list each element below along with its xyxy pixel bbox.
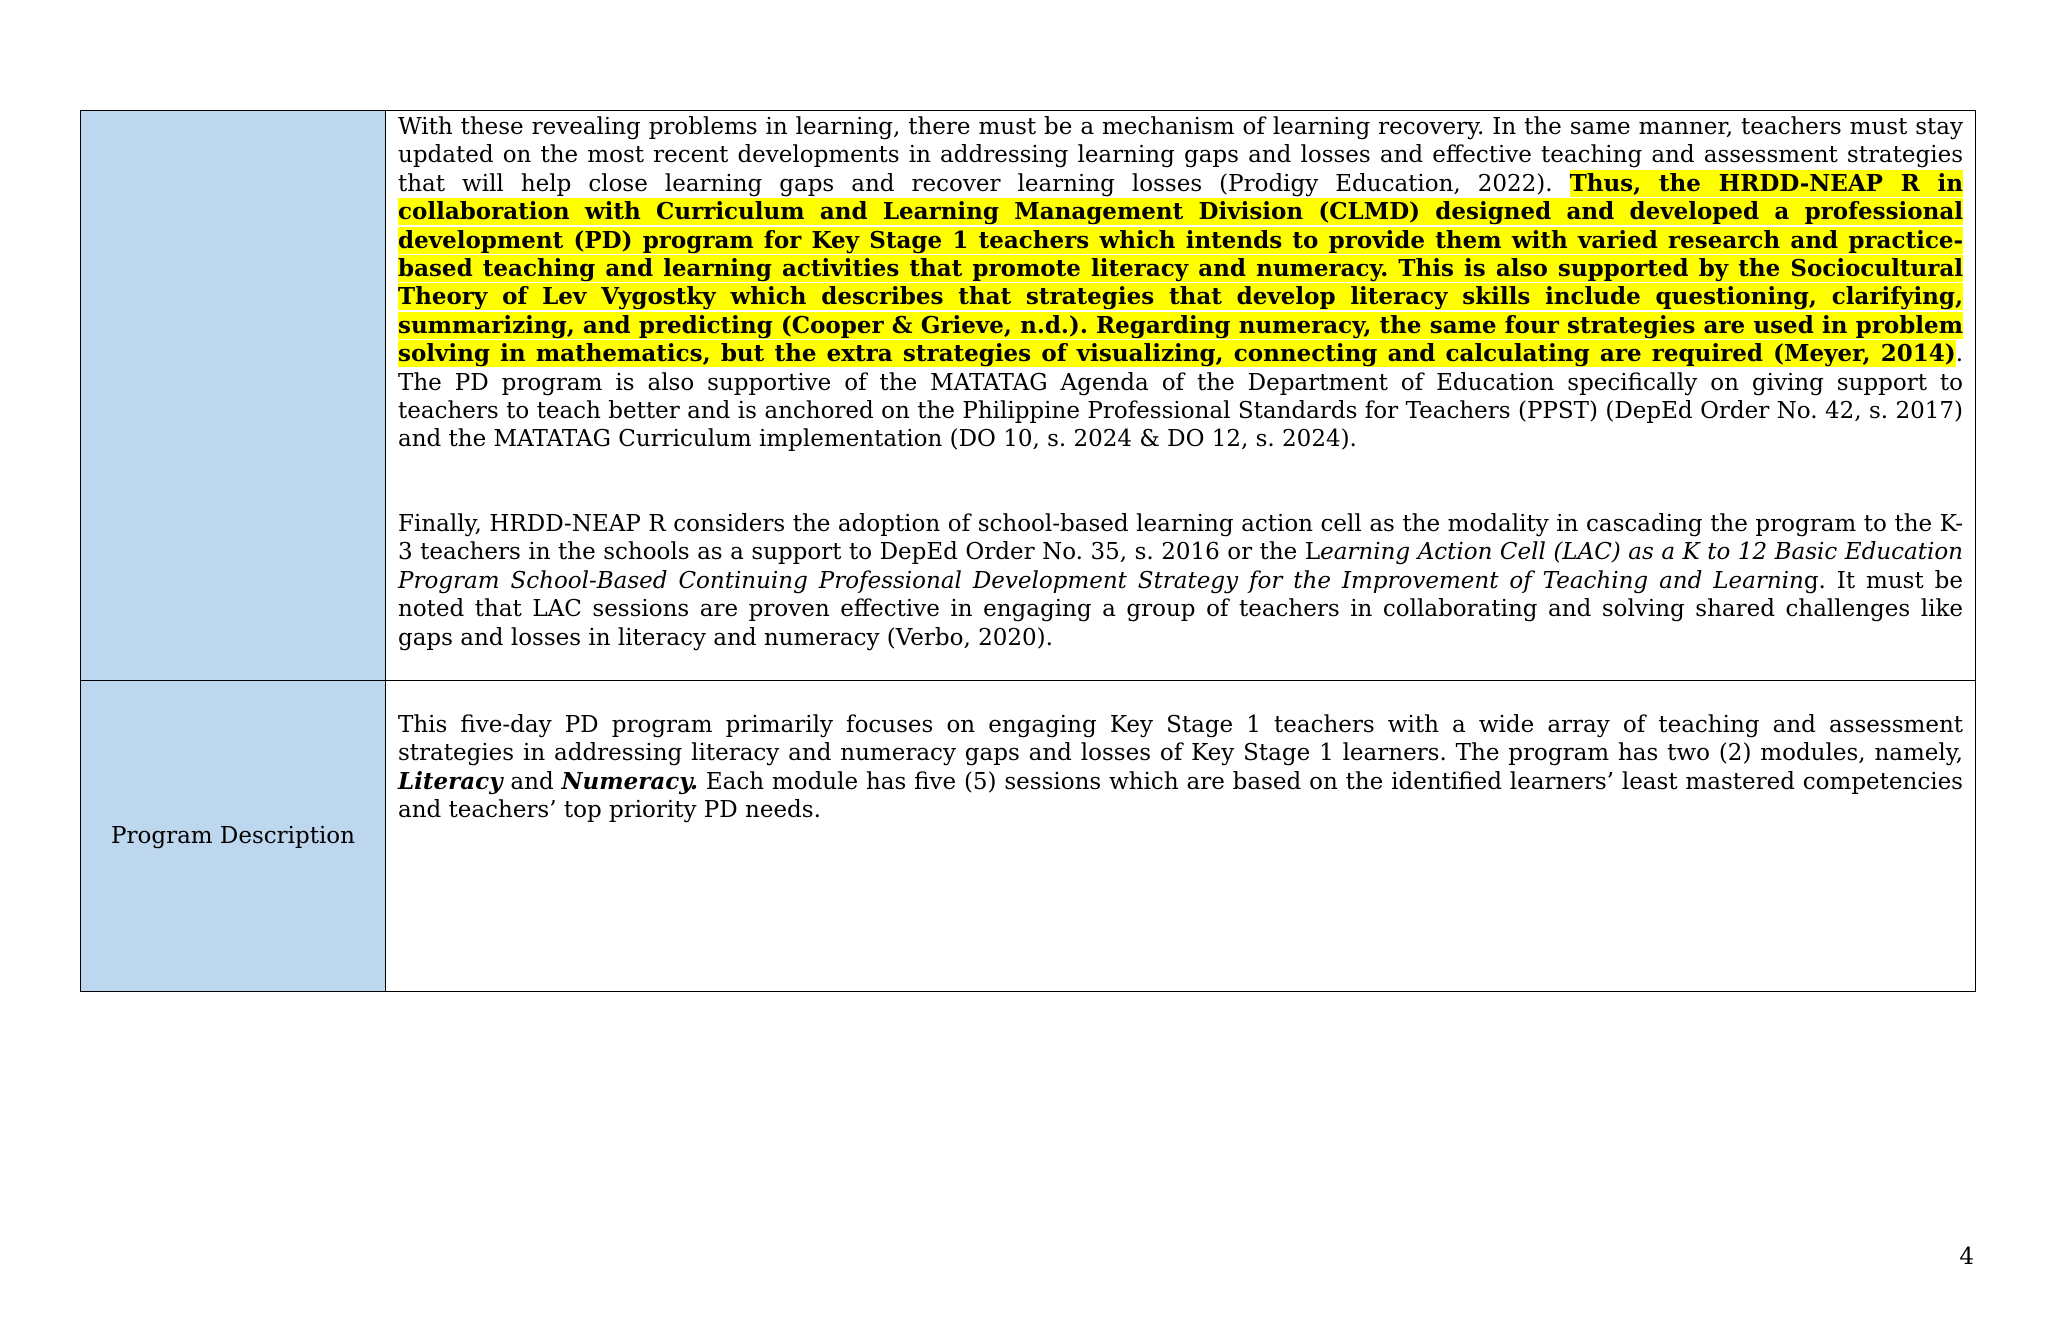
description-text-continued: Each module has five (5) sessions which are based on the identified learners’ least mastered competencies and teachers’ top priority PD needs. [398,768,1963,824]
lac-text-continued: g. It must be noted that LAC sessions are proven effective in engaging a group of teachers in collaborating and solving shared challenges like gaps and losses in literacy and numeracy (Verbo, 2020). [398,567,1963,651]
rationale-paragraph-1 [398,113,1963,454]
rationale-text-continued: . The PD program is also supportive of the MATATAG Agenda of the Department of Education specifically on giving support to teachers to teach better and is anchored on the Philippine Professional Standards for Teachers (PPST) (DepEd Order No. 42, s. 2017) and the MATATAG Curriculum implementation (DO 10, s. 2024 & DO 12, s. 2024). [398,341,1963,453]
paragraph-gap [398,454,1963,510]
literacy-module: Literacy [398,767,503,795]
row-label-empty [81,111,386,681]
numeracy-module: Numeracy. [561,767,699,795]
table-row-rationale [81,111,1976,681]
rationale-paragraph-2 [398,510,1963,652]
description-text: This five-day PD program primarily focuses on engaging Key Stage 1 teachers with a wide array of teaching and assessment strategies in addressing literacy and numeracy gaps and losses of Key Stage 1 learners. The program has two (2) modules, namely, [398,712,1963,767]
and-text: and [502,768,562,795]
row-label-program-description: Program Description [81,681,386,992]
program-description-cell [386,681,1976,992]
lac-text: Finally, HRDD-NEAP R considers the adoption of school-based learning action cell as the modality in cascading the program to the K-3 teachers in the schools as a support to DepEd Order No. 35, s. 2016 or the L [398,510,1963,566]
program-table [80,110,1976,992]
rationale-text: With these revealing problems in learning, there must be a mechanism of learning recovery. In the same manner, teachers must stay updated on the most recent developments in addressing learning gaps and losses and effective teaching and assessment strategies that will help close learning gaps and recover learning losses (Prodigy Education, 2022). [398,114,1963,197]
rationale-cell [386,111,1976,681]
program-description-paragraph [398,711,1963,825]
lac-title-italic: earning Action Cell (LAC) as a K to 12 Basic Education Program School-Based Continuing Professional Development Strategy for the Improvement of Teaching and Learnin [398,539,1963,594]
table-row-program-description [81,681,1976,992]
page-number: 4 [1959,1244,1974,1270]
highlighted-text: Thus, the HRDD-NEAP R in collaboration with Curriculum and Learning Management Division (CLMD) designed and developed a professional development (PD) program for Key Stage 1 teachers which intends to provide them with varied research and practice-based teaching and learning activities that promote literacy and numeracy. This is also supported by the Sociocultural Theory of Lev Vygostky which describes that strategies that develop literacy skills include questioning, clarifying, summarizing, and predicting (Cooper & Grieve, n.d.). Regarding numeracy, the same four strategies are used in problem solving in mathematics, but the extra strategies of visualizing, connecting and calculating are required (Meyer, 2014) [398,169,1963,368]
